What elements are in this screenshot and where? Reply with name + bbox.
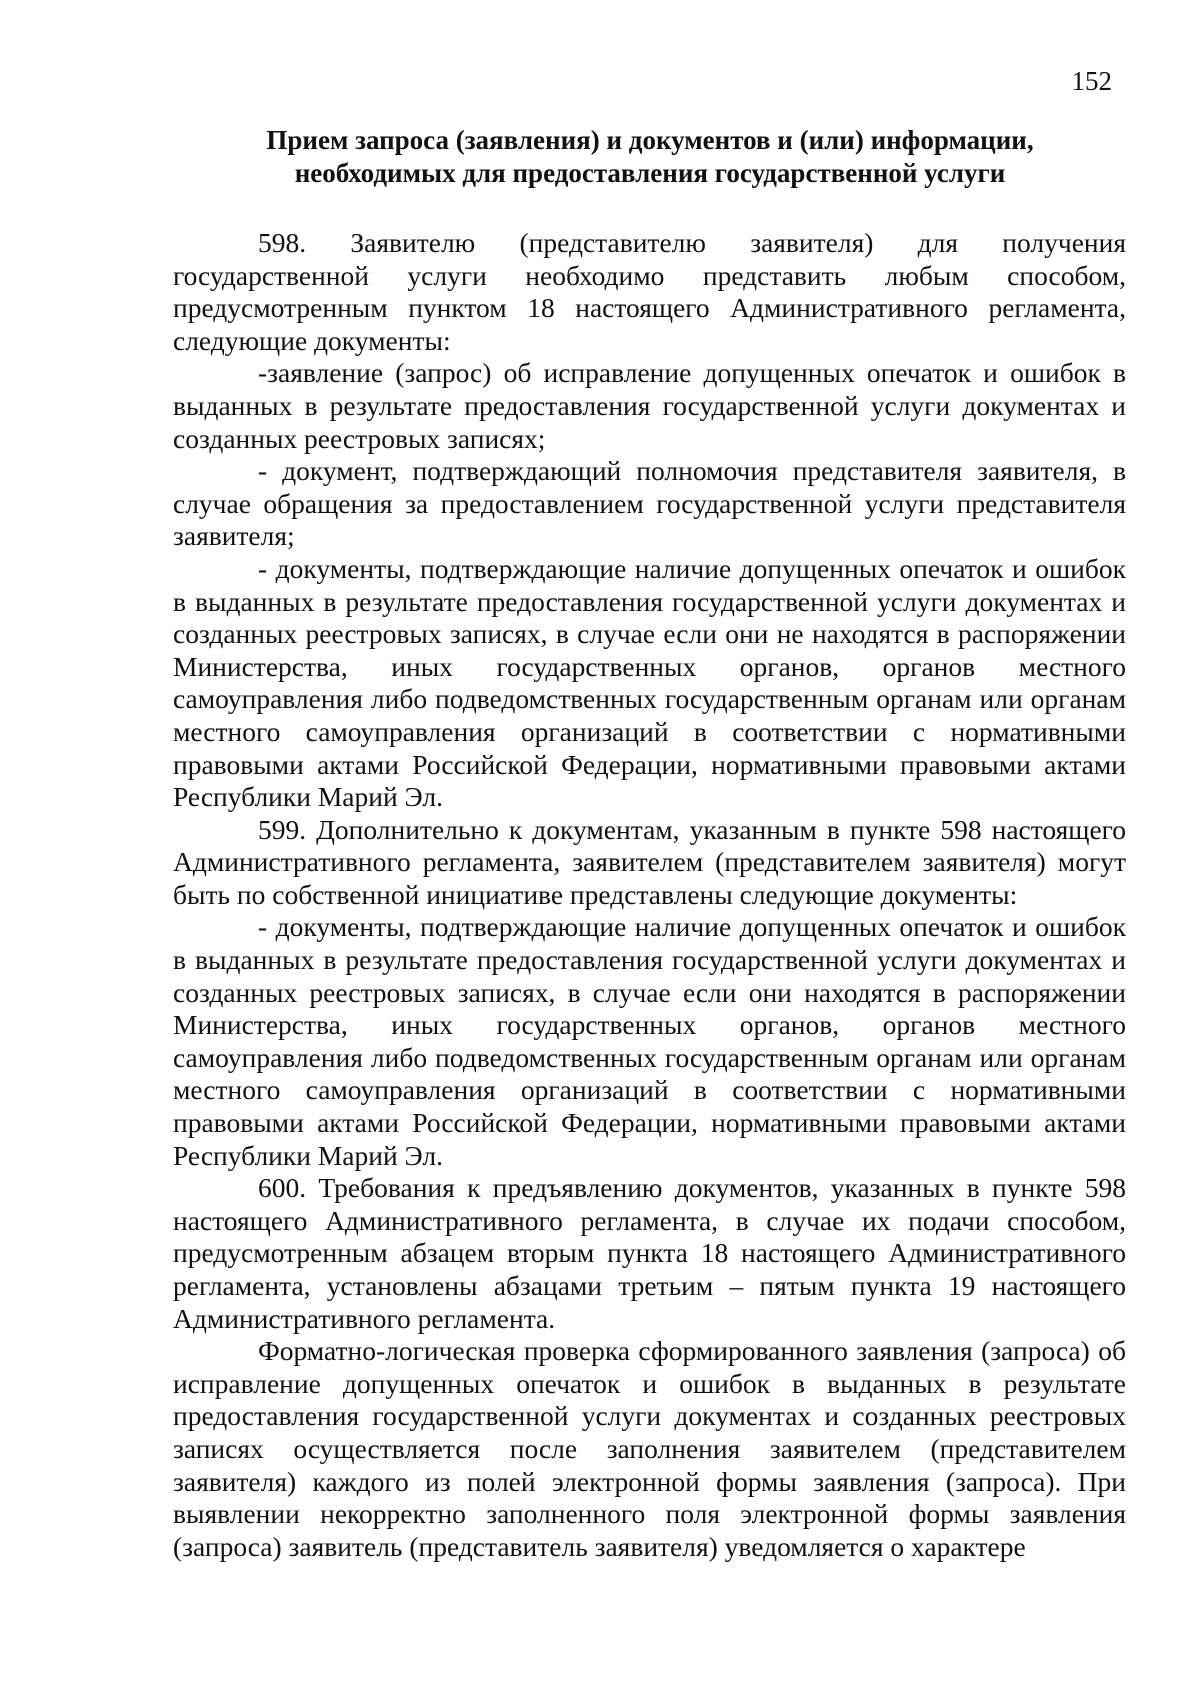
paragraph-598: 598. Заявителю (представителю заявителя) для получения государственной услуги необходимо представить любым способом, предусмотренным пунктом 18 настоящего Административного регламента, следующие документы: [173, 227, 1126, 356]
document-body [173, 227, 1126, 1563]
paragraph-598-item-application: -заявление (запрос) об исправление допущенных опечаток и ошибок в выданных в результате предоставления государственной услуги документах и созданных реестровых записях; [173, 357, 1126, 454]
page-number: 152 [1071, 66, 1112, 96]
paragraph-600: 600. Требования к предъявлению документов, указанных в пункте 598 настоящего Административного регламента, в случае их подачи способом, предусмотренным абзацем вторым пункта 18 настоящего Административного регламента, установлены абзацами третьим – пятым пункта 19 настоящего Административного регламента. [173, 1172, 1126, 1334]
paragraph-599-item-error-documents: - документы, подтверждающие наличие допущенных опечаток и ошибок в выданных в результате предоставления государственной услуги документах и созданных реестровых записях, в случае если они находятся в распоряжении Министерства, иных государственных органов, органов местного самоуправления либо подведомственных государственным органам или органам местного самоуправления организаций в соответствии с нормативными правовыми актами Российской Федерации, нормативными правовыми актами Республики Марий Эл. [173, 911, 1126, 1171]
paragraph-598-item-authority-document: - документ, подтверждающий полномочия представителя заявителя, в случае обращения за предоставлением государственной услуги представителя заявителя; [173, 455, 1126, 552]
paragraph-599: 599. Дополнительно к документам, указанным в пункте 598 настоящего Административного регламента, заявителем (представителем заявителя) могут быть по собственной инициативе представлены следующие документы: [173, 813, 1126, 910]
paragraph-598-item-error-documents: - документы, подтверждающие наличие допущенных опечаток и ошибок в выданных в результате предоставления государственной услуги документах и созданных реестровых записях, в случае если они не находятся в распоряжении Министерства, иных государственных органов, органов местного самоуправления либо подведомственных государственным органам или органам местного самоуправления организаций в соответствии с нормативными правовыми актами Российской Федерации, нормативными правовыми актами Республики Марий Эл. [173, 552, 1126, 813]
section-heading-line-1: Прием запроса (заявления) и документов и (или) информации, [266, 125, 1034, 155]
paragraph-format-logical-check: Форматно-логическая проверка сформированного заявления (запроса) об исправление допущенных опечаток и ошибок в выданных в результате предоставления государственной услуги документах и созданных реестровых записях осуществляется после заполнения заявителем (представителем заявителя) каждого из полей электронной формы заявления (запроса). При выявлении некорректно заполненного поля электронной формы заявления (запроса) заявитель (представитель заявителя) уведомляется о характере [173, 1335, 1126, 1562]
section-heading [170, 124, 1130, 190]
section-heading-line-2: необходимых для предоставления государственной услуги [294, 158, 1006, 188]
